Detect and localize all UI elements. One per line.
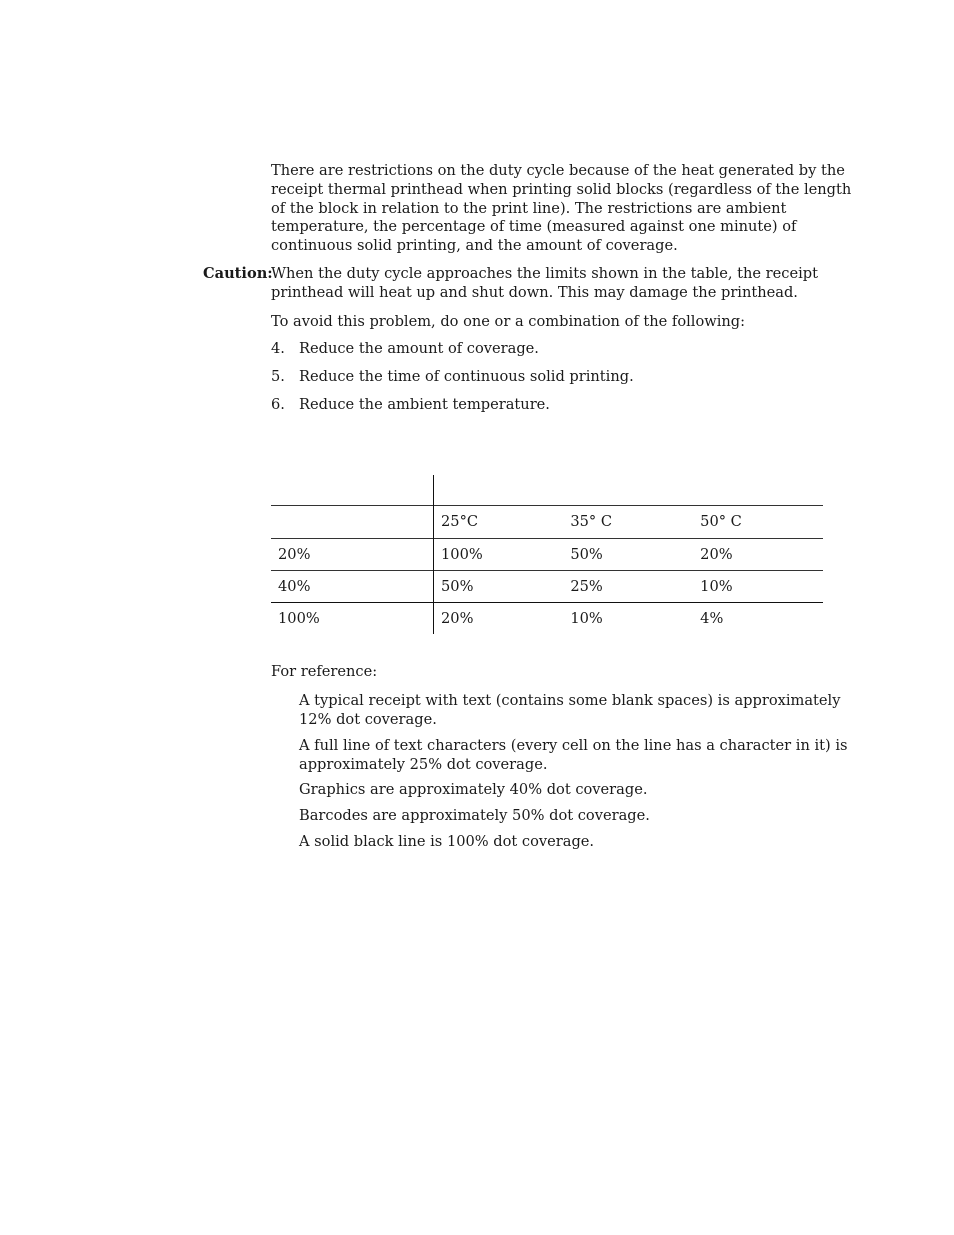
table-cell: 40% <box>271 571 434 603</box>
table-cell: 35° C <box>563 506 693 539</box>
reference-item: A full line of text characters (every cell on the line has a character in it) is approximately 25% dot coverage. <box>299 737 848 773</box>
table-cell: 100% <box>434 539 564 571</box>
table-row <box>271 539 823 571</box>
table-cell: 50% <box>563 539 693 571</box>
reference-label: For reference: <box>271 663 378 680</box>
table-row <box>271 571 823 603</box>
table-cell: 4% <box>693 603 823 635</box>
table-cell: 10% <box>563 603 693 635</box>
avoid-intro: To avoid this problem, do one or a combination of the following: <box>271 313 746 330</box>
table-cell: 50% <box>434 571 564 603</box>
table-cell <box>434 475 564 506</box>
table-cell: 25°C <box>434 506 564 539</box>
reference-item: Barcodes are approximately 50% dot coverage. <box>299 807 650 824</box>
table-header-row <box>271 475 823 506</box>
table-cell <box>271 506 434 539</box>
reference-item: A typical receipt with text (contains some blank spaces) is approximately 12% dot coverage. <box>299 692 841 728</box>
list-item-number: 5. <box>271 368 285 385</box>
list-item-number: 4. <box>271 340 285 357</box>
table-row-temperatures <box>271 506 823 539</box>
table-cell <box>693 475 823 506</box>
table-cell: 100% <box>271 603 434 635</box>
table-cell: 50° C <box>693 506 823 539</box>
table-cell <box>271 475 434 506</box>
table-cell <box>563 475 693 506</box>
table-cell: 10% <box>693 571 823 603</box>
reference-item: Graphics are approximately 40% dot coverage. <box>299 781 648 798</box>
caution-text: When the duty cycle approaches the limits shown in the table, the receipt printhead will heat up and shut down. This may damage the printhead. <box>271 265 818 301</box>
reference-item: A solid black line is 100% dot coverage. <box>299 833 595 850</box>
table-cell: 20% <box>434 603 564 635</box>
list-item-text: Reduce the time of continuous solid printing. <box>299 368 634 385</box>
intro-paragraph: There are restrictions on the duty cycle because of the heat generated by the receipt thermal printhead when printing solid blocks (regardless of the length of the block in relation to the print line). The restrictions are ambient temperature, the percentage of time (measured against one minute) of continuous solid printing, and the amount of coverage. <box>271 162 852 255</box>
table-cell: 20% <box>271 539 434 571</box>
table-cell: 25% <box>563 571 693 603</box>
list-item-text: Reduce the ambient temperature. <box>299 396 550 413</box>
table-row <box>271 603 823 635</box>
list-item-number: 6. <box>271 396 285 413</box>
duty-cycle-table <box>271 475 823 634</box>
list-item-text: Reduce the amount of coverage. <box>299 340 539 357</box>
table-cell: 20% <box>693 539 823 571</box>
caution-label: Caution: <box>203 265 273 282</box>
